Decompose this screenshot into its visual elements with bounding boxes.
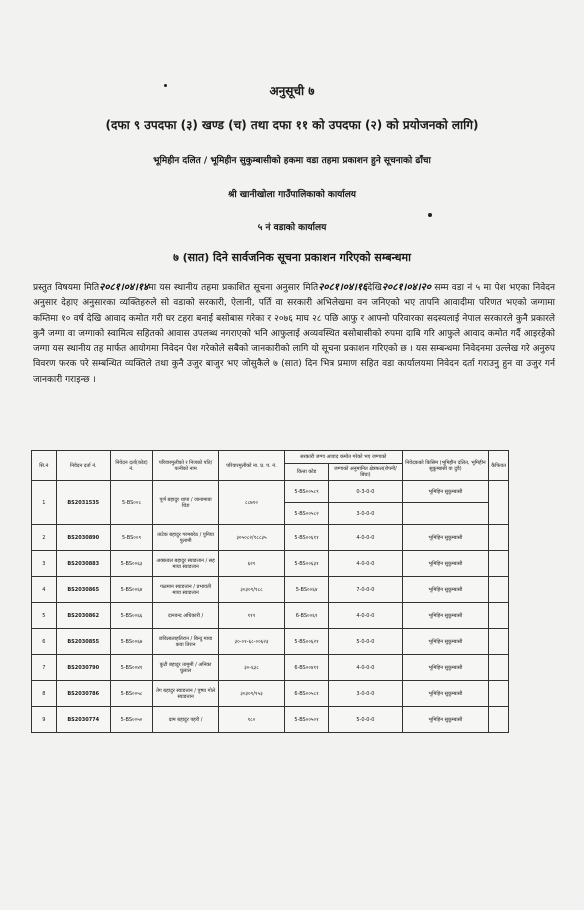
cell-plot: 6-BS००५८१ [284,681,328,707]
cell-citizenship: ११९ [219,603,285,629]
cell-app-code: 5-BS००६४ [110,577,152,603]
cell-app-id: BS2030862 [56,603,110,629]
cell-category: भूमिहिन सुकुम्बासी [402,681,489,707]
cell-area: 4-0-0-0 [329,655,402,681]
cell-sn: 8 [32,681,57,707]
table-row [32,481,509,503]
cell-plot: 5-BS००६२१ [284,629,328,655]
cell-names: अक्कवल बहादुर स्याङतान / सह माया स्याङतान [153,551,219,577]
cell-app-code: 5-BS००६७ [110,629,152,655]
paragraph-text: प्रस्तुत विषयमा मिति [33,283,100,293]
cell-category: भूमिहिन सुकुम्बासी [402,655,489,681]
cell-category: भूमिहिन सुकुम्बासी [402,577,489,603]
cell-area: 7-0-0-0 [329,577,402,603]
cell-plot: 5-BS००५८९ [284,481,328,503]
handwritten-date: २०८१।०४।१६ [318,282,368,293]
cell-app-code: 5-BS००६३ [110,551,152,577]
cell-remarks [489,707,509,733]
cell-sn: 9 [32,707,57,733]
cell-area: 3-0-0-0 [329,681,402,707]
handwritten-date: २०८१।०४।२० [381,282,432,293]
cell-area: 5-0-0-0 [329,707,402,733]
cell-names: छविलालाहतिरान / बिन्दु माया कवा तिरान [153,629,219,655]
cell-remarks [489,551,509,577]
col-land-group: सरकारी जग्गा आवाद कमोत गरेको भए जग्गाको [284,451,402,464]
cell-app-id: BS2030855 [56,629,110,655]
handwritten-date: २०८१।०४।१४ [99,282,149,293]
cell-names: दानवन्द अधिकारी / [153,603,219,629]
cell-citizenship: ३०३०९/९८८ [219,577,285,603]
cell-app-id: BS2031535 [56,481,110,525]
cell-area: 4-0-0-0 [329,525,402,551]
cell-app-id: BS2030890 [56,525,110,551]
cell-names: गळमान स्याङतान / प्रभावती माया स्याङतान [153,577,219,603]
col-names: परिवारमुलीको र निजको पति/ पत्नीको नाम [153,451,219,481]
paragraph-text: देखि [367,283,382,293]
cell-sn: 2 [32,525,57,551]
applicant-table [31,450,509,733]
cell-area: 5-0-0-0 [329,629,402,655]
cell-app-id: BS2030774 [56,707,110,733]
cell-app-code: 5-BS००५० [110,707,152,733]
cell-category [402,503,489,525]
schedule-heading: अनुसूची ७ [269,84,315,98]
cell-remarks [489,655,509,681]
table-body [32,481,509,733]
cell-sn: 6 [32,629,57,655]
paragraph-text: सम्म वडा नं ५ मा पेश भएका निवेदन अनुसार देहाए अनुसारका व्यक्तिहरुले सो वडाको सरकारी, ऐलानी, पर्ति वा सरकारी अभिलेखमा वन जनिएको भए तापनि आवादीमा परिणत भएको जग्गामा कम्तिमा १० वर्ष देखि आवाद कमोत गरी घर टहरा बनाई बसोबास गरेका र २०७६ माघ २८ पछि आफु र आफ्नो परिवारका सदस्यलाई नेपाल सरकारले कुनै प्रकारले कुनै जग्गा वा जग्गाको स्वामित्व सहितको आवास उपलब्ध नगराएको भनि आफुलाई अव्यवस्थित बसोबासीको रुपमा दाबि गरि आफुले आवाद कमोत गर्दै आइरहेको जग्गा यस स्थानीय तह मार्फत आयोगमा निवेदन पेश गरेकोले सबैको जानकारीको लागि यो सूचना प्रकाशन गरिएको छ । यस सम्बन्धमा निवेदनमा उल्लेख गरे अनुरुप विवरण फरक परे सम्बन्धित व्यक्तिले तथा कुनै उजुर बाजुर भए जोसुकैले ७ (सात) दिन भित्र प्रमाण सहित वडा कार्यालयमा निवेदन दर्ता गराउनु हुन वा उजुर गर्न जानकारी गराइन्छ । [33,283,555,385]
cell-plot: 5-BS००६३१ [284,551,328,577]
col-app-reg: निवेदन दर्ता(कोड) नं. [110,451,152,481]
cell-app-id: BS2030865 [56,577,110,603]
clause-heading: (दफा ९ उपदफा (३) खण्ड (च) तथा दफा ११ को उपदफा (२) को प्रयोजनको लागि) [105,118,479,132]
cell-category: भूमिहिन सुकुम्बासी [402,525,489,551]
col-area: जग्गाको अनुमानित क्षेत्रफल(रोपनी/बिघा) [329,464,402,481]
cell-remarks [489,481,509,525]
cell-citizenship: ३०-६३८ [219,655,285,681]
table-row [32,577,509,603]
cell-app-id: BS2030786 [56,681,110,707]
subject-heading: ७ (सात) दिने सार्वजनिक सूचना प्रकाशन गरिएको सम्बन्धमा [173,251,411,264]
cell-sn: 7 [32,655,57,681]
col-remarks: कैफियत [489,451,509,481]
notice-paragraph [33,280,555,388]
cell-category: भूमिहिन सुकुम्बासी [402,551,489,577]
cell-names: तेग बहादुर स्याङतान / पुष्पा गोले स्याङतान [153,681,219,707]
paragraph-text: मा यस स्थानीय तहमा प्रकाशित सूचना अनुसार मिति [148,283,319,293]
cell-sn: 1 [32,481,57,525]
cell-area: 3-0-0-0 [329,503,402,525]
cell-remarks [489,525,509,551]
notice-format-heading: भूमिहीन दलित / भूमिहीन सुकुम्बासीको हकमा वडा तहमा प्रकाशन हुने सूचनाको ढाँचा [153,156,431,166]
cell-citizenship: ३०-०१-६८-००६२३ [219,629,285,655]
table-row [32,551,509,577]
scan-speck [428,213,432,217]
cell-category: भूमिहिन सुकुम्बासी [402,603,489,629]
cell-remarks [489,577,509,603]
cell-sn: 3 [32,551,57,577]
col-citizenship: परिवारमुलीको ना. प्र. प. नं. [219,451,285,481]
cell-names: कुटी बहादुर तामुमी / अनिका घुलाल [153,655,219,681]
cell-app-code: 5-BS००८ [110,481,152,525]
col-app-id: निवेदन दर्ता नं. [56,451,110,481]
table-row [32,707,509,733]
cell-area: 0-3-0-0 [329,481,402,503]
cell-area: 4-0-0-0 [329,551,402,577]
cell-remarks [489,629,509,655]
table-row [32,603,509,629]
ward-office-heading: ५ नं वडाको कार्यालय [257,223,327,233]
table-row [32,681,509,707]
cell-sn: 4 [32,577,57,603]
cell-names: पूर्ण बहादुर थापा / जानामाया थिङ [153,481,219,525]
cell-app-code: 5-BS००५८ [110,681,152,707]
cell-citizenship: ६२१ [219,551,285,577]
table-row [32,655,509,681]
cell-remarks [489,681,509,707]
table-row [32,629,509,655]
cell-category: भूमिहिन सुकुम्बासी [402,707,489,733]
col-sn: सि.नं [32,451,57,481]
cell-citizenship: ३०३०९/१५३ [219,681,285,707]
cell-plot: 6-BS००६९ [284,603,328,629]
office-heading: श्री खानीखोला गाउँपालिकाको कार्यालय [227,190,357,200]
table-row [32,525,509,551]
cell-app-id: BS2030790 [56,655,110,681]
cell-citizenship: ३०५०८२/९८८३५ [219,525,285,551]
cell-plot: 5-BS००६११ [284,525,328,551]
cell-plot: 5-BS००५८२ [284,503,328,525]
cell-category: भूमिहिन सुकुम्बासी [402,481,489,503]
cell-app-id: BS2030883 [56,551,110,577]
cell-plot: 6-BS००४११ [284,655,328,681]
cell-remarks [489,603,509,629]
cell-names: दाम बहादुर पहरी / [153,707,219,733]
cell-names: ताटेक बहादुर गरमबरेठ / पुनिया पुलामी [153,525,219,551]
cell-app-code: 5-BS००९ [110,525,152,551]
cell-sn: 5 [32,603,57,629]
cell-app-code: 5-BS००४९ [110,655,152,681]
col-category: निवेदकको किसिम (भूमिहीन दलित, भूमिहीन सुकुम्बासी वा दुवै) [402,451,489,481]
cell-area: 4-0-0-0 [329,603,402,629]
col-plot: कित्ता कोड [284,464,328,481]
cell-category: भूमिहिन सुकुम्बासी [402,629,489,655]
cell-app-code: 5-BS००६६ [110,603,152,629]
cell-citizenship: १८० [219,707,285,733]
cell-citizenship: ८८७१० [219,481,285,525]
cell-plot: 5-BS००५०१ [284,707,328,733]
cell-plot: 5-BS००६४ [284,577,328,603]
